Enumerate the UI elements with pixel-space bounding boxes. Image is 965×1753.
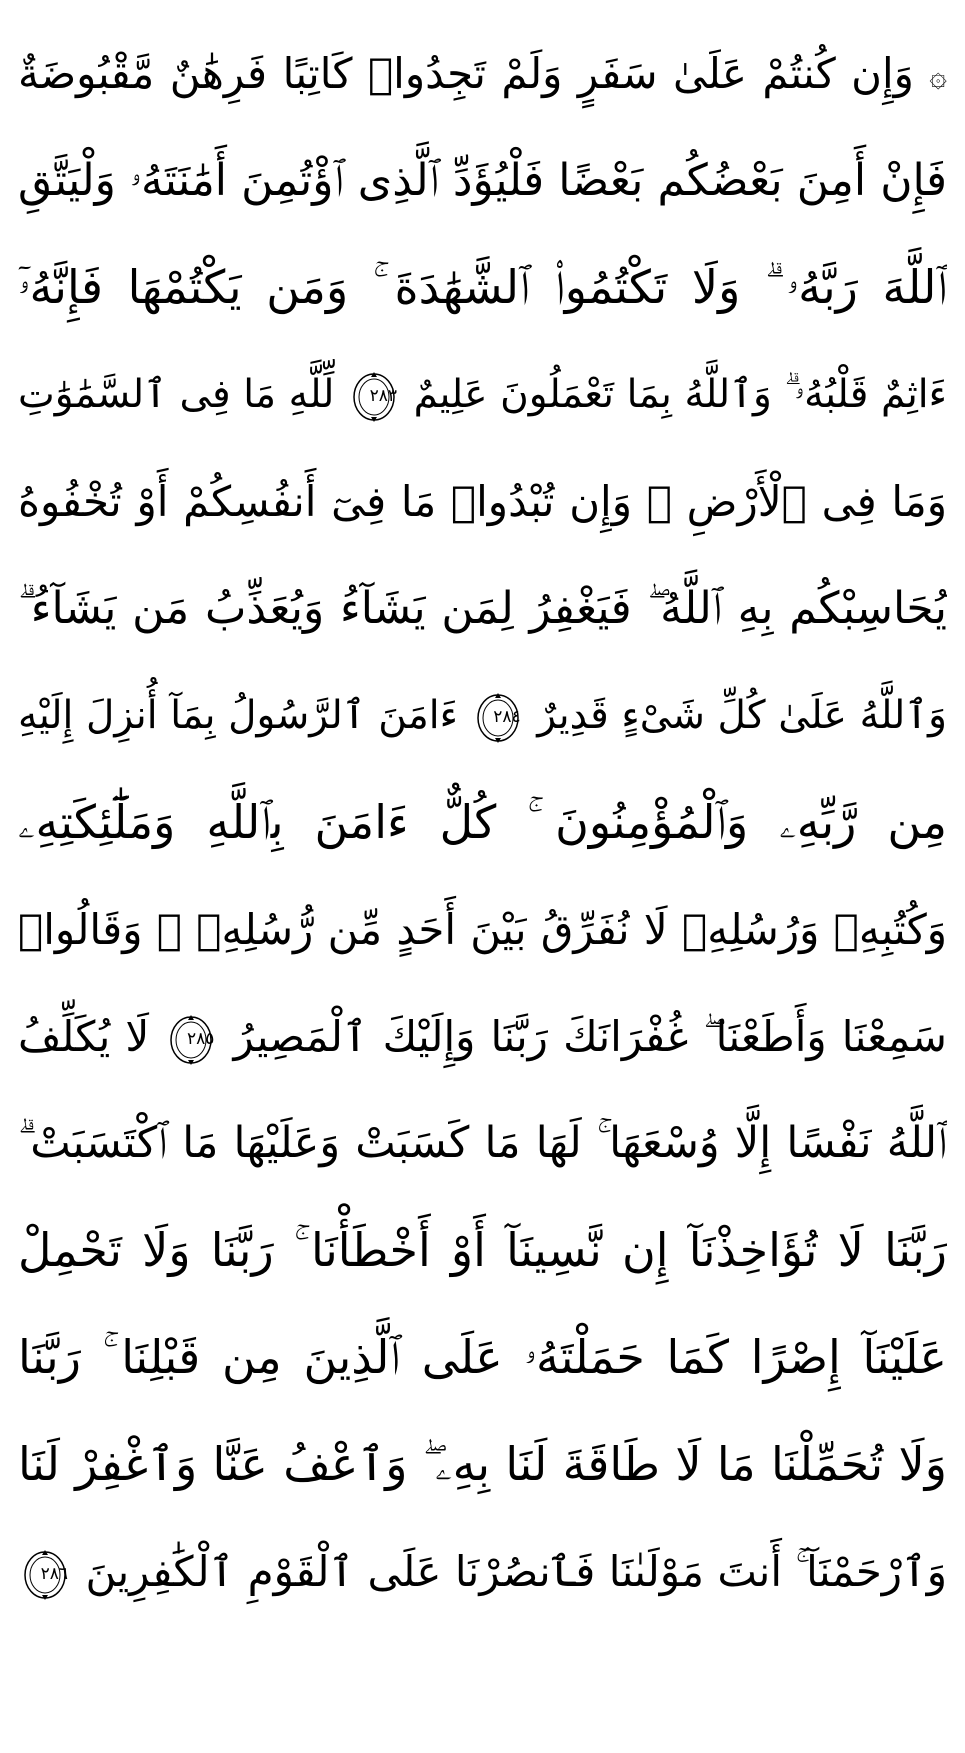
verse-line-6	[18, 555, 947, 662]
ayah-end-marker	[475, 692, 521, 744]
verse-line-15	[18, 1518, 947, 1625]
ayah-number: ٢٨٦	[40, 1563, 68, 1584]
line-text-before: سَمِعْنَا وَأَطَعْنَا ۖ غُفْرَانَكَ رَبَّنَا وَإِلَيْكَ ٱلْمَصِيرُ	[233, 1012, 947, 1061]
verse-line-3	[18, 234, 947, 341]
line-text: وَلَا تُحَمِّلْنَا مَا لَا طَاقَةَ لَنَا بِهِۦ ۖ وَٱعْفُ عَنَّا وَٱغْفِرْ لَنَا	[18, 1437, 947, 1491]
line-text: فَإِنْ أَمِنَ بَعْضُكُم بَعْضًا فَلْيُؤَدِّ ٱلَّذِى ٱؤْتُمِنَ أَمَٰنَتَهُۥ وَلْيَتَّقِ	[18, 155, 947, 206]
verse-line-4	[18, 341, 947, 448]
line-text-before: ءَاثِمٌ قَلْبُهُۥ ۗ وَٱللَّهُ بِمَا تَعْمَلُونَ عَلِيمٌ	[413, 372, 947, 417]
ayah-end-marker	[22, 1549, 68, 1601]
verse-line-8	[18, 769, 947, 876]
hizb-marker-icon: ۞	[929, 59, 947, 94]
line-text-after: ءَامَنَ ٱلرَّسُولُ بِمَآ أُنزِلَ إِلَيْهِ	[18, 693, 458, 738]
ayah-number: ٢٨٤	[493, 706, 521, 727]
line-text: ٱللَّهَ رَبَّهُۥ ۗ وَلَا تَكْتُمُوا۟ ٱلشَّهَٰدَةَ ۚ وَمَن يَكْتُمْهَا فَإِنَّهُۥٓ	[18, 260, 947, 314]
line-text-after: لِّلَّهِ مَا فِى ٱلسَّمَٰوَٰتِ	[18, 372, 335, 417]
verse-line-13	[18, 1304, 947, 1411]
verse-line-10	[18, 983, 947, 1090]
line-text: رَبَّنَا لَا تُؤَاخِذْنَآ إِن نَّسِينَآ أَوْ أَخْطَأْنَا ۚ رَبَّنَا وَلَا تَحْمِلْ	[18, 1223, 947, 1277]
verse-line-11	[18, 1090, 947, 1197]
line-text: يُحَاسِبْكُم بِهِ ٱللَّهُ ۖ فَيَغْفِرُ لِمَن يَشَآءُ وَيُعَذِّبُ مَن يَشَآءُ ۗ	[18, 583, 947, 634]
line-text-before: وَٱرْحَمْنَآ ۚ أَنتَ مَوْلَىٰنَا فَٱنصُرْنَا عَلَى ٱلْقَوْمِ ٱلْكَٰفِرِينَ	[85, 1547, 947, 1596]
verse-line-5	[18, 448, 947, 555]
line-text: وَكُتُبِهِۦ وَرُسُلِهِۦ لَا نُفَرِّقُ بَيْنَ أَحَدٍ مِّن رُّسُلِهِۦ ۚ وَقَالُوا۟	[18, 905, 947, 954]
ayah-end-marker	[168, 1014, 214, 1066]
ayah-end-marker	[351, 371, 397, 423]
verse-line-7	[18, 662, 947, 769]
line-text: مِن رَّبِّهِۦ وَٱلْمُؤْمِنُونَ ۚ كُلٌّ ءَامَنَ بِٱللَّهِ وَمَلَٰٓئِكَتِهِۦ	[18, 795, 947, 849]
line-text: وَإِن كُنتُمْ عَلَىٰ سَفَرٍ وَلَمْ تَجِدُوا۟ كَاتِبًا فَرِهَٰنٌ مَّقْبُوضَةٌ	[18, 49, 914, 98]
verse-line-9	[18, 876, 947, 983]
line-text: عَلَيْنَآ إِصْرًا كَمَا حَمَلْتَهُۥ عَلَى ٱلَّذِينَ مِن قَبْلِنَا ۚ رَبَّنَا	[18, 1330, 947, 1384]
line-text-before: وَٱللَّهُ عَلَىٰ كُلِّ شَىْءٍ قَدِيرٌ	[537, 693, 947, 738]
verse-line-14	[18, 1411, 947, 1518]
line-text: ٱللَّهُ نَفْسًا إِلَّا وُسْعَهَا ۚ لَهَا مَا كَسَبَتْ وَعَلَيْهَا مَا ٱكْتَسَبَتْ ۗ	[18, 1118, 947, 1168]
verse-line-1	[18, 20, 947, 127]
ayah-number: ٢٨٣	[369, 385, 397, 406]
verse-lines	[18, 20, 947, 1733]
verse-line-2	[18, 127, 947, 234]
verse-line-12	[18, 1197, 947, 1304]
line-text: وَمَا فِى ٱلْأَرْضِ ۗ وَإِن تُبْدُوا۟ مَا فِىٓ أَنفُسِكُمْ أَوْ تُخْفُوهُ	[18, 477, 947, 526]
ayah-number: ٢٨٥	[187, 1028, 215, 1049]
line-text-after: لَا يُكَلِّفُ	[18, 1012, 150, 1061]
